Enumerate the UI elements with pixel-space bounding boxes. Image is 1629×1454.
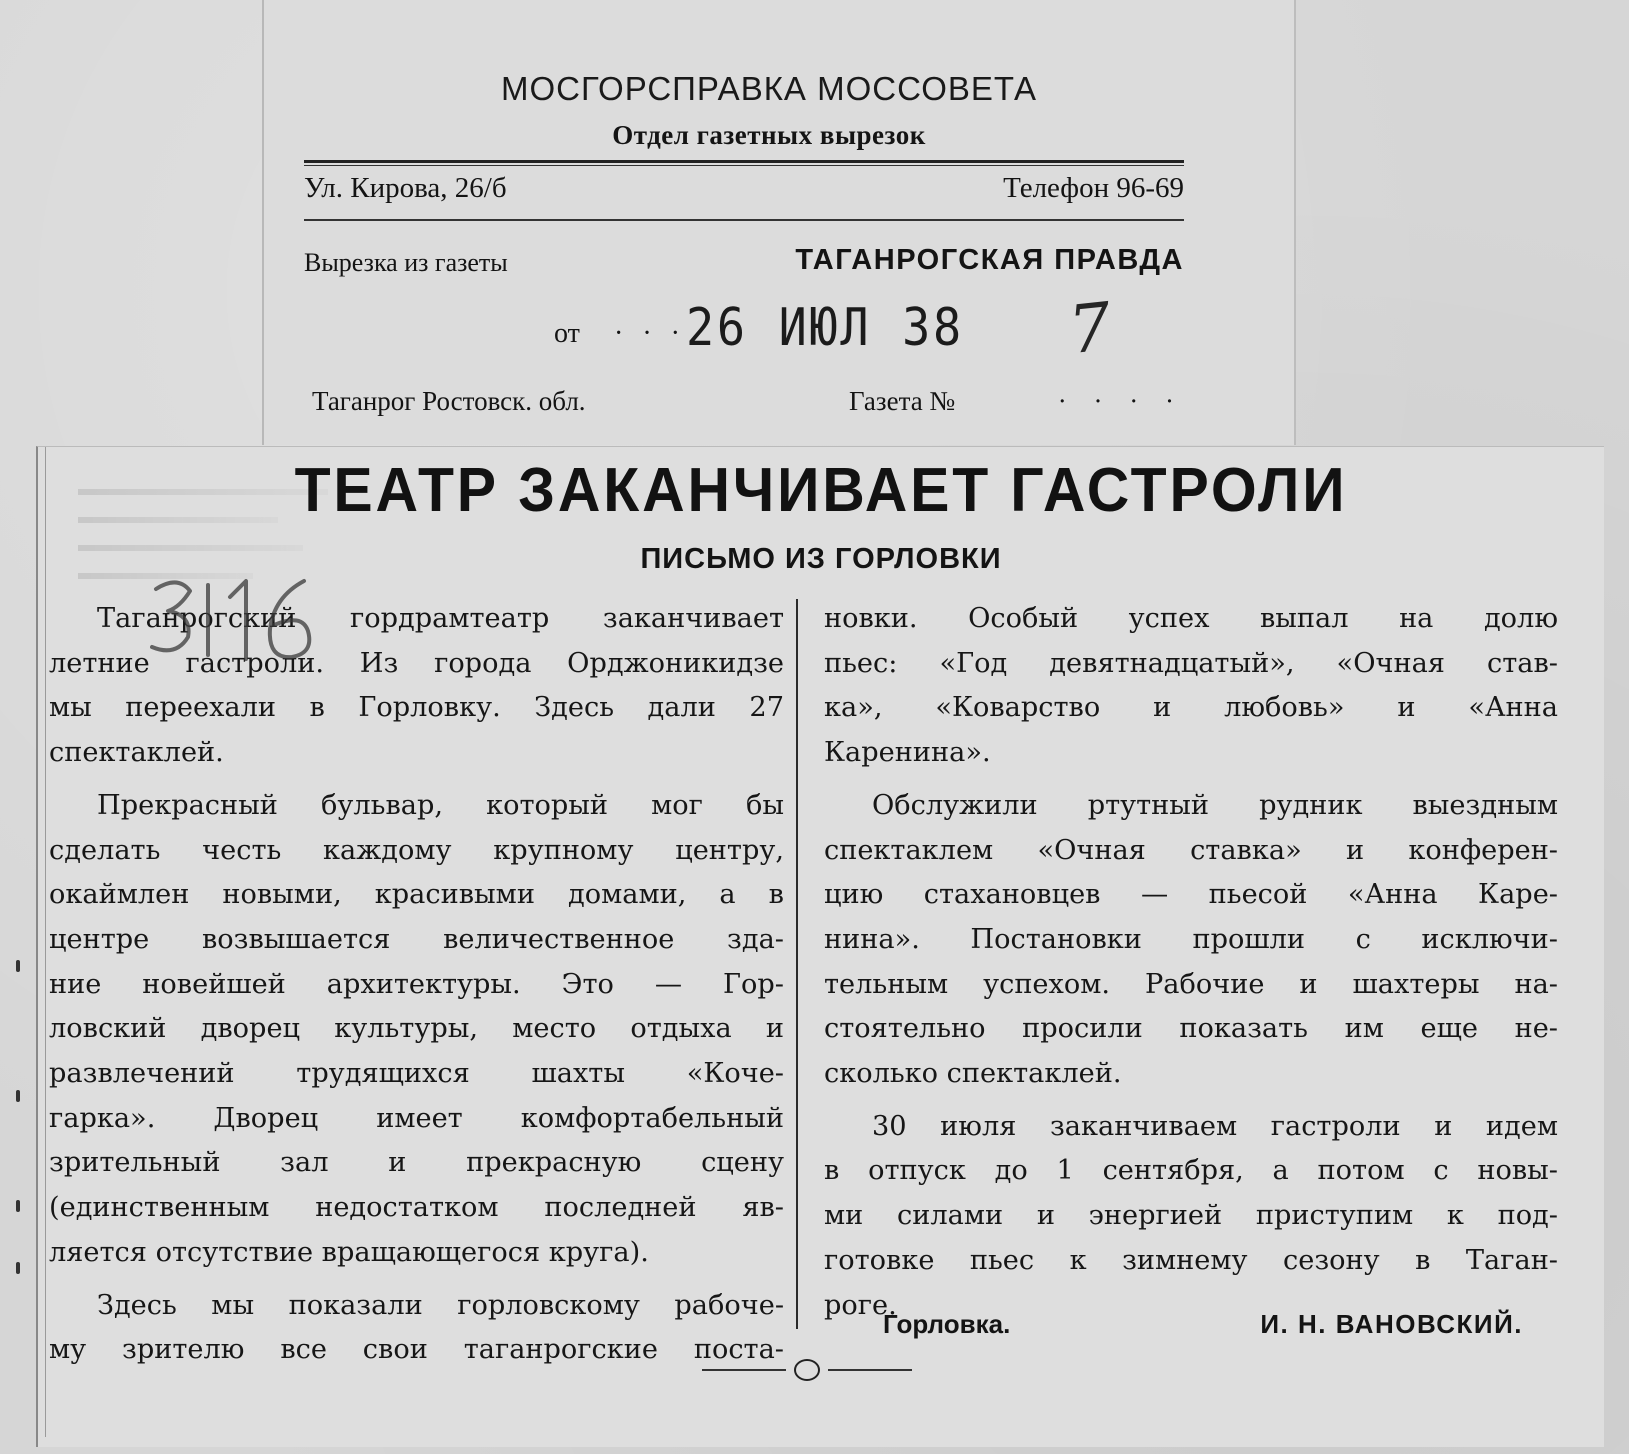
bureau-name: МОСГОРСПРАВКА МОССОВЕТА <box>501 70 1037 107</box>
ornament-circle <box>794 1359 820 1381</box>
header-divider <box>304 219 1184 221</box>
paragraph <box>824 784 1558 1097</box>
date-stamp: 26 ИЮЛ 38 <box>686 298 964 358</box>
text-line: му зрителю все свои таганрогские поста- <box>49 1334 784 1366</box>
paragraph <box>49 597 784 776</box>
text-line: ка», «Коварство и любовь» и «Анна <box>824 692 1558 724</box>
text-line: роге. <box>824 1289 897 1321</box>
text-line: зрительный зал и прекрасную сцену <box>49 1147 784 1179</box>
text-line: нина». Постановки прошли с исключи- <box>824 923 1558 955</box>
ornament-rule <box>828 1369 912 1371</box>
issue-label: Газета № <box>849 386 956 416</box>
text-line: тельным успехом. Рабочие и шахтеры на- <box>824 968 1558 1000</box>
address-row <box>304 172 1184 212</box>
scan-speck <box>16 960 20 972</box>
article-headline: ТЕАТР ЗАКАНЧИВАЕТ ГАСТРОЛИ <box>294 456 1348 525</box>
date-handwritten-digit: 7 <box>1065 288 1115 369</box>
paragraph <box>824 1105 1558 1329</box>
issue-dots: · · · · <box>1057 386 1184 416</box>
text-line: ляется отсутствие вращающегося круга). <box>49 1236 649 1268</box>
article-column-right <box>824 597 1558 1336</box>
paragraph <box>49 1284 784 1373</box>
source-row <box>304 244 1184 284</box>
bureau-department: Отдел газетных вырезок <box>612 120 926 150</box>
text-line: Каренина». <box>824 737 991 769</box>
clipping-edge <box>45 447 46 1437</box>
clipping-bureau-slip <box>262 0 1296 445</box>
article-column-left <box>49 597 784 1381</box>
column-divider <box>796 599 798 1329</box>
date-dots: · · · <box>614 318 686 349</box>
text-line: новки. Особый успех выпал на долю <box>824 603 1558 634</box>
text-line: ловский дворец культуры, место отдыха и <box>49 1013 784 1045</box>
text-line: стоятельно просили показать им еще не- <box>824 1013 1558 1045</box>
scan-speck <box>16 1200 20 1212</box>
text-line: ми силами и энергией приступим к под- <box>824 1200 1558 1232</box>
article-signature <box>833 1309 1543 1349</box>
text-line: 30 июля заканчиваем гастроли и идем <box>872 1110 1558 1142</box>
source-newspaper: ТАГАНРОГСКАЯ ПРАВДА <box>795 244 1184 276</box>
text-line: центре возвышается величественное зда- <box>49 923 784 955</box>
paragraph <box>49 784 784 1276</box>
paragraph <box>824 597 1558 776</box>
date-row <box>554 288 1174 376</box>
scan-speck <box>16 1090 20 1102</box>
text-line: Прекрасный бульвар, который мог бы <box>97 789 784 821</box>
text-line: Здесь мы показали горловскому рабоче- <box>97 1289 784 1321</box>
ornament-rule <box>702 1369 786 1371</box>
text-line: ние новейшей архитектуры. Это — Гор- <box>49 968 784 1000</box>
header-divider-double <box>304 160 1184 166</box>
text-line: летние гастроли. Из города Орджоникидзе <box>49 647 784 679</box>
bureau-address: Ул. Кирова, 26/б <box>304 172 507 204</box>
signature-place: Горловка. <box>883 1309 1011 1339</box>
text-line: цию стахановцев — пьесой «Анна Каре- <box>824 879 1558 911</box>
source-label: Вырезка из газеты <box>304 248 508 277</box>
text-line: пьес: «Год девятнадцатый», «Очная став- <box>824 647 1558 679</box>
text-line: гарка». Дворец имеет комфортабельный <box>49 1102 784 1134</box>
text-line: готовке пьес к зимнему сезону в Таган- <box>824 1244 1558 1276</box>
place-name: Таганрог Ростовск. обл. <box>312 386 586 416</box>
text-line: мы переехали в Горловку. Здесь дали 27 <box>49 692 784 724</box>
text-line: сколько спектаклей. <box>824 1058 1122 1090</box>
date-label: от <box>554 318 580 349</box>
text-line: спектаклей. <box>49 737 224 769</box>
text-line: спектаклем «Очная ставка» и конферен- <box>824 834 1558 866</box>
bureau-phone: Телефон 96-69 <box>1003 172 1184 204</box>
text-line: сделать честь каждому крупному центру, <box>49 834 784 866</box>
text-line: Таганрогский гордрамтеатр заканчивает <box>97 603 784 634</box>
text-line: развлечений трудящихся шахты «Коче- <box>49 1058 784 1090</box>
text-line: Обслужили ртутный рудник выездным <box>872 789 1558 821</box>
article-clipping <box>36 446 1604 1447</box>
signature-author: И. Н. ВАНОВСКИЙ. <box>1260 1309 1523 1339</box>
scan-speck <box>16 1262 20 1274</box>
article-subheadline: ПИСЬМО ИЗ ГОРЛОВКИ <box>640 543 1002 575</box>
text-line: (единственным недостатком последней яв- <box>49 1192 784 1224</box>
text-line: в отпуск до 1 сентября, а потом с новы- <box>824 1155 1558 1187</box>
place-row <box>304 386 1184 426</box>
end-ornament <box>702 1357 912 1387</box>
text-line: окаймлен новыми, красивыми домами, а в <box>49 879 784 911</box>
